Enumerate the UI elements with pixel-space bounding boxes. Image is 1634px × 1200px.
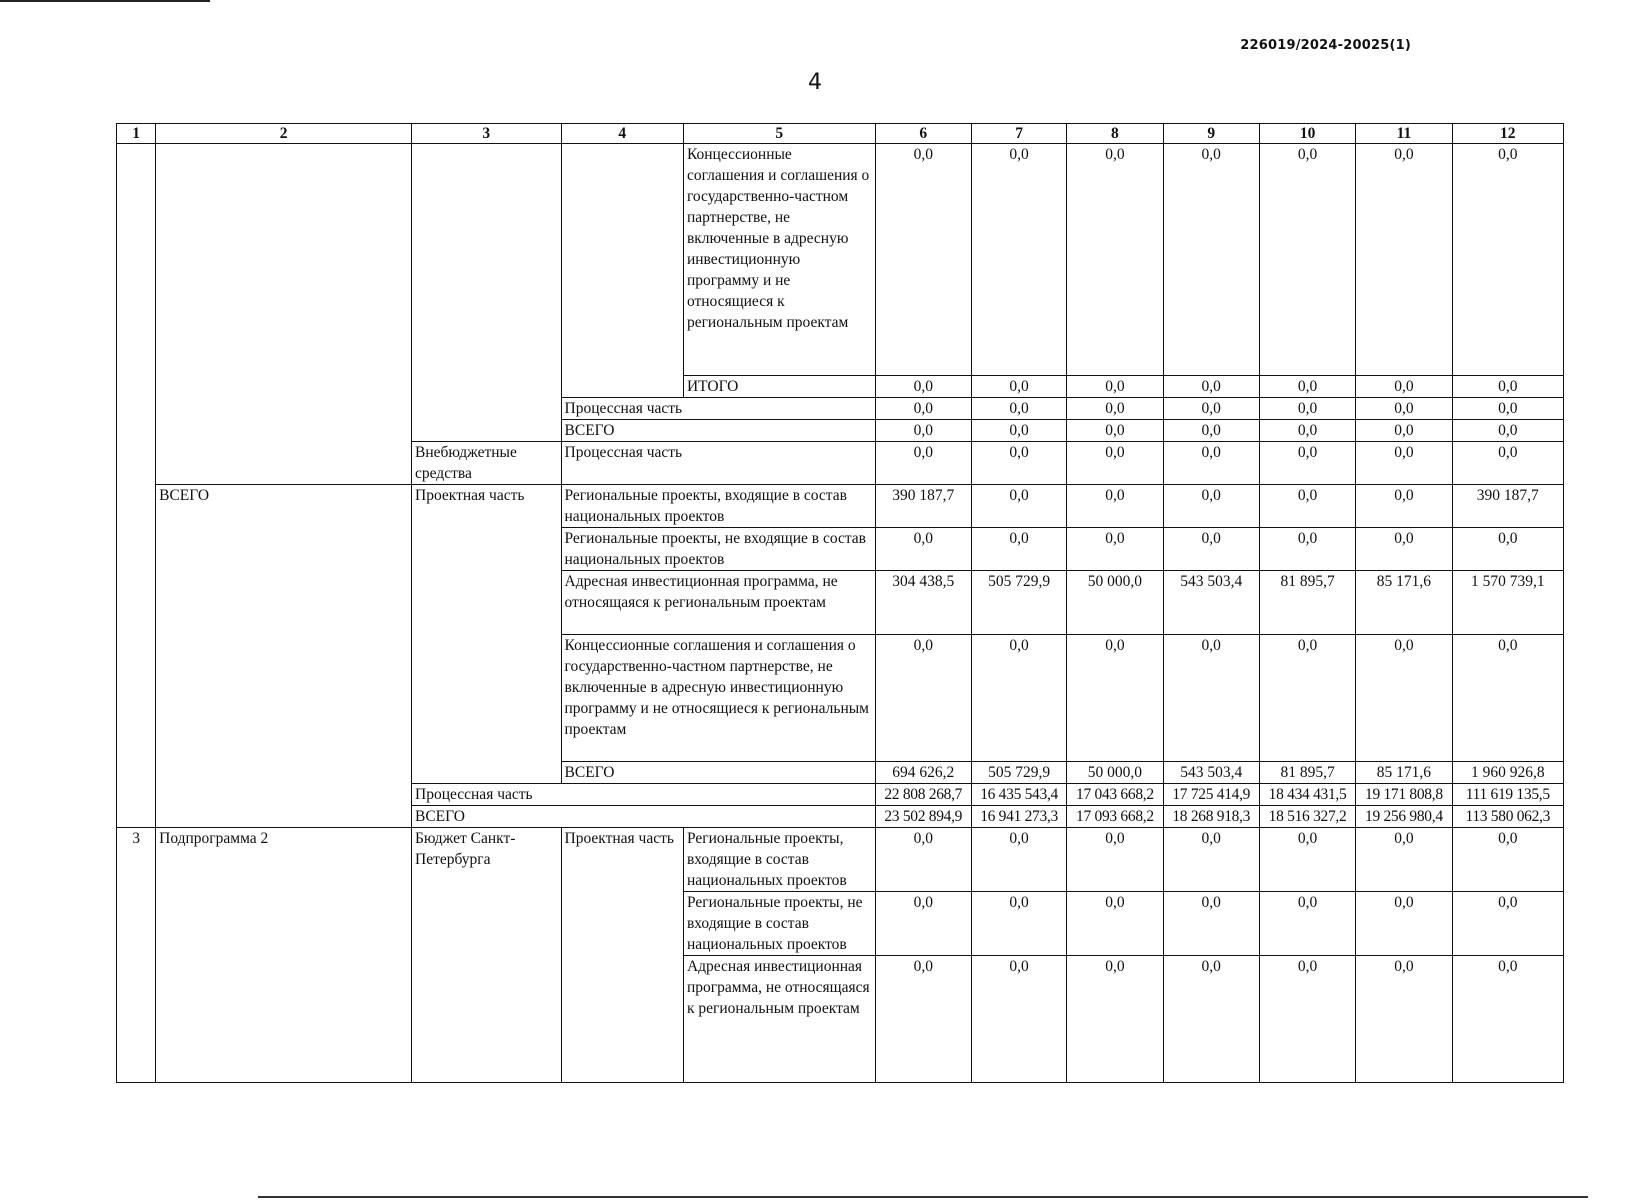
value-cell: 0,0	[1356, 635, 1452, 762]
value-cell: 81 895,7	[1259, 571, 1355, 635]
column-header: 12	[1452, 124, 1563, 144]
program-name-cell: Подпрограмма 2	[156, 828, 412, 1083]
funding-source-cell: Внебюджетные средства	[412, 442, 562, 485]
part-cell: ВСЕГО	[412, 806, 876, 828]
row-number-cell	[117, 144, 156, 828]
part-cell: Процессная часть	[561, 442, 875, 485]
value-cell: 0,0	[1356, 528, 1452, 571]
value-cell: 0,0	[1452, 956, 1563, 1083]
value-cell: 0,0	[1452, 892, 1563, 956]
value-cell: 0,0	[875, 528, 971, 571]
value-cell: 19 171 808,8	[1356, 784, 1452, 806]
value-cell: 0,0	[971, 376, 1066, 398]
value-cell: 0,0	[971, 442, 1066, 485]
value-cell: 0,0	[1067, 892, 1163, 956]
value-cell: 85 171,6	[1356, 762, 1452, 784]
program-name-cell: ВСЕГО	[156, 485, 412, 828]
column-number-row	[117, 124, 1564, 144]
expense-type-cell: Региональные проекты, не входящие в состав национальных проектов	[683, 892, 875, 956]
expense-type-cell: Адресная инвестиционная программа, не относящаяся к региональным проектам	[683, 956, 875, 1083]
value-cell: 0,0	[1163, 485, 1259, 528]
part-cell: ВСЕГО	[561, 420, 875, 442]
value-cell: 0,0	[1067, 956, 1163, 1083]
value-cell: 543 503,4	[1163, 762, 1259, 784]
value-cell: 111 619 135,5	[1452, 784, 1563, 806]
column-header: 4	[561, 124, 683, 144]
table-row	[117, 828, 1564, 892]
value-cell: 0,0	[1259, 828, 1355, 892]
part-cell: Процессная часть	[561, 398, 875, 420]
table-row	[117, 144, 1564, 376]
value-cell: 0,0	[1163, 442, 1259, 485]
program-name-cell	[156, 144, 412, 485]
value-cell: 0,0	[1259, 144, 1355, 376]
value-cell: 505 729,9	[971, 571, 1066, 635]
value-cell: 0,0	[1259, 892, 1355, 956]
value-cell: 0,0	[875, 635, 971, 762]
column-header: 7	[971, 124, 1066, 144]
value-cell: 50 000,0	[1067, 762, 1163, 784]
value-cell: 694 626,2	[875, 762, 971, 784]
value-cell: 17 093 668,2	[1067, 806, 1163, 828]
expense-type-cell: Адресная инвестиционная программа, не относящаяся к региональным проектам	[561, 571, 875, 635]
value-cell: 0,0	[875, 144, 971, 376]
part-cell: Процессная часть	[412, 784, 876, 806]
value-cell: 16 435 543,4	[971, 784, 1066, 806]
funding-source-cell: Бюджет Санкт-Петербурга	[412, 828, 562, 1083]
value-cell: 0,0	[1259, 635, 1355, 762]
expense-type-cell: Региональные проекты, входящие в состав национальных проектов	[561, 485, 875, 528]
value-cell: 505 729,9	[971, 762, 1066, 784]
value-cell: 0,0	[971, 892, 1066, 956]
expense-type-cell: ВСЕГО	[561, 762, 875, 784]
value-cell: 0,0	[1067, 828, 1163, 892]
expense-type-cell: ИТОГО	[683, 376, 875, 398]
row-number-cell: 3	[117, 828, 156, 1083]
value-cell: 0,0	[1356, 376, 1452, 398]
value-cell: 543 503,4	[1163, 571, 1259, 635]
value-cell: 0,0	[1163, 528, 1259, 571]
value-cell: 0,0	[1067, 442, 1163, 485]
value-cell: 0,0	[971, 635, 1066, 762]
value-cell: 0,0	[1163, 398, 1259, 420]
value-cell: 0,0	[1067, 420, 1163, 442]
value-cell: 0,0	[1452, 376, 1563, 398]
value-cell: 113 580 062,3	[1452, 806, 1563, 828]
value-cell: 22 808 268,7	[875, 784, 971, 806]
value-cell: 0,0	[1067, 528, 1163, 571]
column-header: 9	[1163, 124, 1259, 144]
value-cell: 50 000,0	[1067, 571, 1163, 635]
budget-table	[116, 123, 1564, 1083]
value-cell: 390 187,7	[1452, 485, 1563, 528]
bottom-rule	[258, 1196, 1588, 1198]
column-header: 5	[683, 124, 875, 144]
column-header: 8	[1067, 124, 1163, 144]
value-cell: 0,0	[971, 485, 1066, 528]
value-cell: 0,0	[1452, 398, 1563, 420]
value-cell: 0,0	[1163, 635, 1259, 762]
value-cell: 1 960 926,8	[1452, 762, 1563, 784]
value-cell: 0,0	[875, 420, 971, 442]
value-cell: 1 570 739,1	[1452, 571, 1563, 635]
value-cell: 0,0	[1163, 956, 1259, 1083]
column-header: 1	[117, 124, 156, 144]
column-header: 11	[1356, 124, 1452, 144]
value-cell: 19 256 980,4	[1356, 806, 1452, 828]
value-cell: 0,0	[1259, 398, 1355, 420]
expense-type-cell: Концессионные соглашения и соглашения о государственно-частном партнерстве, не включенные в адресную инвестиционную программу и не относящиеся к региональным проектам	[683, 144, 875, 376]
part-cell: Проектная часть	[561, 828, 683, 1083]
value-cell: 0,0	[875, 892, 971, 956]
value-cell: 0,0	[971, 144, 1066, 376]
value-cell: 0,0	[1259, 956, 1355, 1083]
funding-source-cell	[412, 144, 562, 442]
value-cell: 0,0	[1259, 528, 1355, 571]
value-cell: 0,0	[1163, 420, 1259, 442]
value-cell: 0,0	[1452, 442, 1563, 485]
value-cell: 0,0	[1356, 956, 1452, 1083]
value-cell: 23 502 894,9	[875, 806, 971, 828]
column-header: 2	[156, 124, 412, 144]
value-cell: 85 171,6	[1356, 571, 1452, 635]
value-cell: 0,0	[971, 956, 1066, 1083]
column-header: 3	[412, 124, 562, 144]
value-cell: 304 438,5	[875, 571, 971, 635]
value-cell: 18 268 918,3	[1163, 806, 1259, 828]
value-cell: 0,0	[1163, 828, 1259, 892]
value-cell: 0,0	[1259, 420, 1355, 442]
expense-type-cell: Региональные проекты, входящие в состав национальных проектов	[683, 828, 875, 892]
value-cell: 0,0	[1067, 635, 1163, 762]
value-cell: 0,0	[1259, 442, 1355, 485]
column-header: 10	[1259, 124, 1355, 144]
table-row	[117, 485, 1564, 528]
top-rule	[0, 0, 210, 2]
page-number: 4	[808, 70, 822, 95]
value-cell: 16 941 273,3	[971, 806, 1066, 828]
value-cell: 0,0	[971, 398, 1066, 420]
value-cell: 0,0	[971, 828, 1066, 892]
value-cell: 0,0	[1356, 892, 1452, 956]
value-cell: 0,0	[1356, 828, 1452, 892]
value-cell: 0,0	[1067, 485, 1163, 528]
value-cell: 0,0	[1452, 528, 1563, 571]
value-cell: 0,0	[1356, 398, 1452, 420]
value-cell: 0,0	[1356, 420, 1452, 442]
value-cell: 0,0	[1452, 635, 1563, 762]
column-header: 6	[875, 124, 971, 144]
funding-source-cell: Проектная часть	[412, 485, 562, 784]
value-cell: 0,0	[971, 528, 1066, 571]
value-cell: 0,0	[1163, 892, 1259, 956]
value-cell: 0,0	[875, 376, 971, 398]
value-cell: 18 434 431,5	[1259, 784, 1355, 806]
value-cell: 0,0	[1356, 485, 1452, 528]
value-cell: 0,0	[1356, 144, 1452, 376]
value-cell: 17 043 668,2	[1067, 784, 1163, 806]
value-cell: 0,0	[1259, 485, 1355, 528]
part-cell	[561, 144, 683, 398]
value-cell: 390 187,7	[875, 485, 971, 528]
value-cell: 0,0	[1452, 828, 1563, 892]
value-cell: 0,0	[1067, 398, 1163, 420]
value-cell: 0,0	[1452, 144, 1563, 376]
value-cell: 0,0	[875, 442, 971, 485]
value-cell: 18 516 327,2	[1259, 806, 1355, 828]
value-cell: 0,0	[1163, 376, 1259, 398]
value-cell: 0,0	[1067, 144, 1163, 376]
value-cell: 0,0	[1452, 420, 1563, 442]
value-cell: 0,0	[1356, 442, 1452, 485]
value-cell: 0,0	[875, 956, 971, 1083]
expense-type-cell: Региональные проекты, не входящие в состав национальных проектов	[561, 528, 875, 571]
value-cell: 0,0	[1067, 376, 1163, 398]
value-cell: 0,0	[1163, 144, 1259, 376]
document-number: 226019/2024-20025(1)	[1240, 38, 1411, 53]
value-cell: 81 895,7	[1259, 762, 1355, 784]
expense-type-cell: Концессионные соглашения и соглашения о государственно-частном партнерстве, не включенные в адресную инвестиционную программу и не относящиеся к региональным проектам	[561, 635, 875, 762]
value-cell: 0,0	[875, 398, 971, 420]
value-cell: 0,0	[1259, 376, 1355, 398]
value-cell: 0,0	[971, 420, 1066, 442]
value-cell: 0,0	[875, 828, 971, 892]
value-cell: 17 725 414,9	[1163, 784, 1259, 806]
